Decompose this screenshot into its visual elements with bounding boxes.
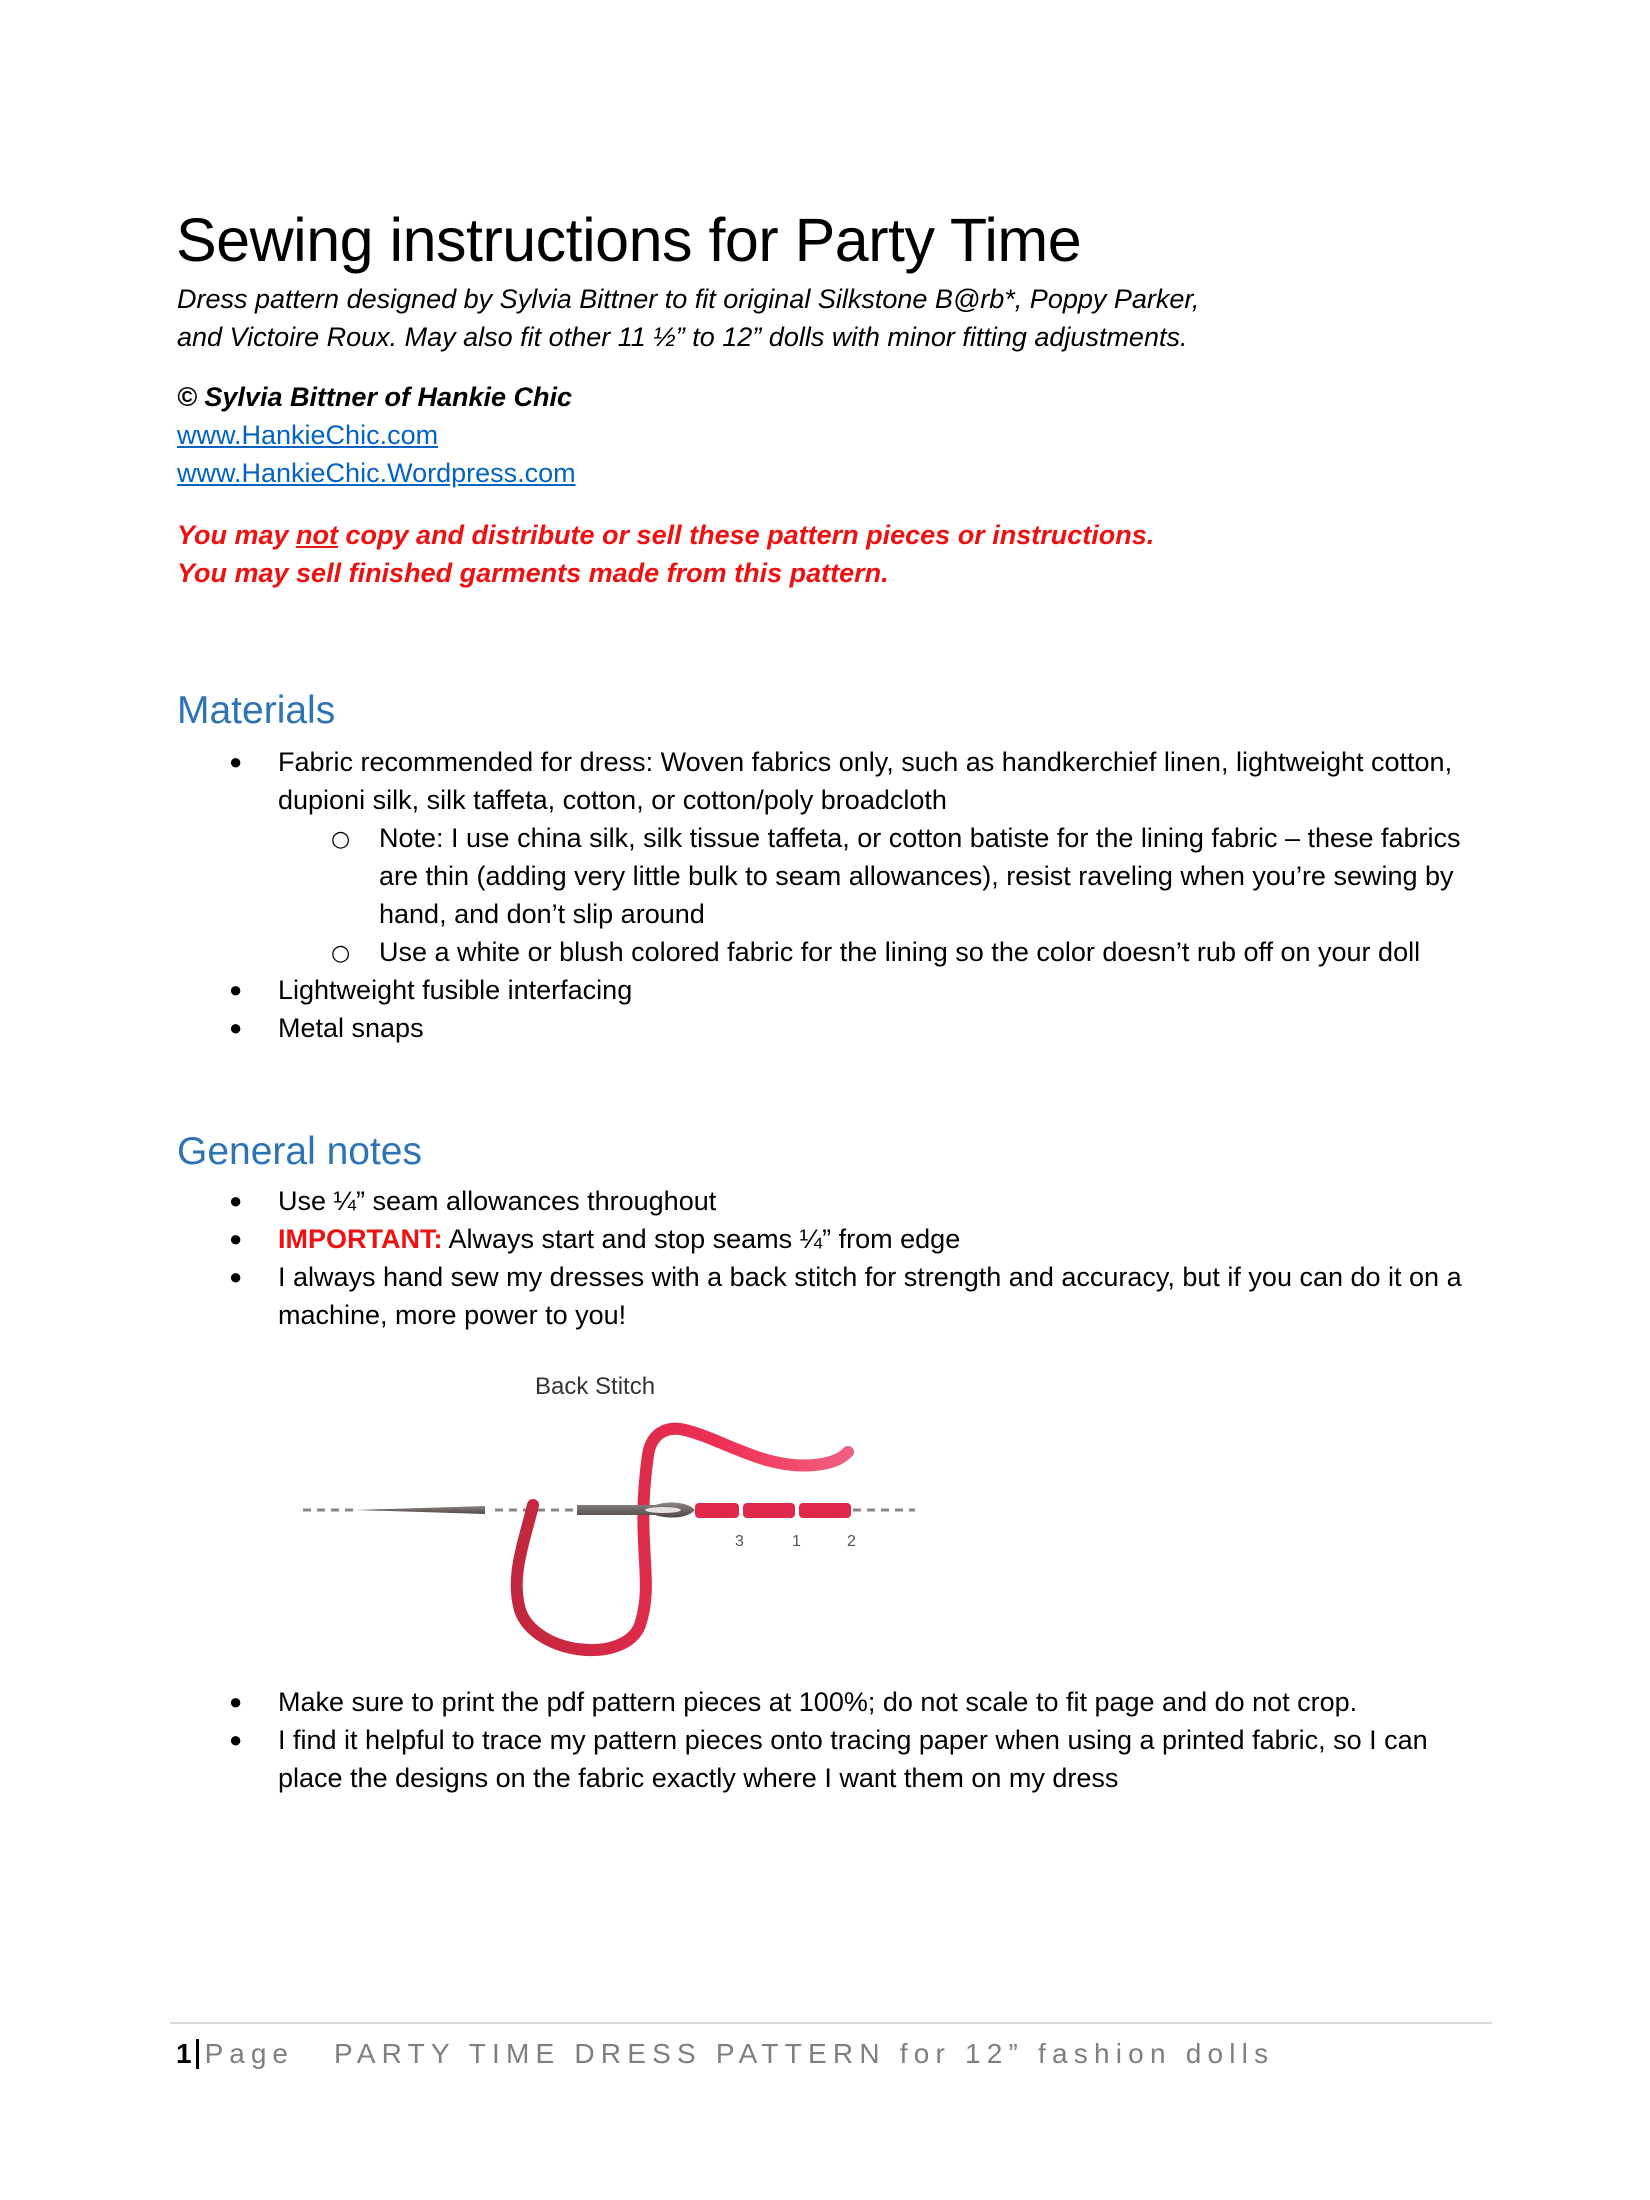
list-item-text: I find it helpful to trace my pattern pieces onto tracing paper when using a printed fabric, so I can place the designs on the fabric exactly where I want them on my dress (278, 1725, 1428, 1793)
figure-title: Back Stitch (535, 1373, 656, 1400)
link-hankiechic[interactable]: www.HankieChic.com (177, 420, 439, 450)
warning-post: copy and distribute or sell these pattern pieces or instructions. (338, 520, 1155, 550)
page-label: Page (204, 2038, 294, 2069)
sublist-item (278, 819, 1477, 933)
list-item (177, 1683, 1477, 1721)
hollow-bullet-icon: ○ (331, 941, 351, 966)
page-title: Sewing instructions for Party Time (176, 206, 1082, 274)
materials-heading: Materials (177, 689, 336, 732)
list-item-text: Metal snaps (278, 1013, 424, 1043)
subtitle-line-2: and Victoire Roux. May also fit other 11 ½” to 12” dolls with minor fitting adjustments. (177, 322, 1188, 352)
stitch-segment (695, 1503, 739, 1518)
stitch-segment (799, 1503, 851, 1518)
page-number: 1 (176, 2038, 192, 2069)
general-notes-heading: General notes (177, 1130, 422, 1173)
page-footer (176, 2034, 1274, 2074)
list-item (177, 971, 1477, 1009)
list-item (177, 1182, 1477, 1220)
needle-tip-icon (355, 1506, 485, 1514)
important-label: IMPORTANT: (278, 1224, 443, 1254)
general-notes-list (177, 1182, 1477, 1334)
needle-eye-icon (645, 1507, 681, 1513)
bullet-icon: ● (229, 1015, 243, 1040)
bullet-icon: ● (229, 977, 243, 1002)
stitch-label-2: 2 (847, 1533, 856, 1550)
subtitle-line-1: Dress pattern designed by Sylvia Bittner to fit original Silkstone B@rb*, Poppy Parker, (177, 284, 1200, 314)
list-item-text: Fabric recommended for dress: Woven fabrics only, such as handkerchief linen, lightweight cotton, dupioni silk, silk taffeta, cotton, or cotton/poly broadcloth (278, 747, 1453, 815)
back-stitch-illustration (295, 1365, 925, 1665)
list-item (177, 1220, 1477, 1258)
general-notes-list-continued (177, 1683, 1477, 1797)
list-item (177, 1258, 1477, 1334)
list-item-text: Use ¼” seam allowances throughout (278, 1186, 717, 1216)
list-item-text: Make sure to print the pdf pattern pieces at 100%; do not scale to fit page and do not crop. (278, 1687, 1358, 1717)
footer-divider (170, 2022, 1492, 2024)
sublist-item-text: Note: I use china silk, silk tissue taffeta, or cotton batiste for the lining fabric – these fabrics are thin (adding very little bulk to seam allowances), resist raveling when you’re sewing by hand, and don’t slip around (379, 823, 1461, 929)
warning-line-1 (177, 516, 1527, 554)
copyright-notice: © Sylvia Bittner of Hankie Chic (177, 382, 572, 412)
warning-pre: You may (177, 520, 297, 550)
bullet-icon: ● (229, 1226, 243, 1251)
sublist-item-text: Use a white or blush colored fabric for the lining so the color doesn’t rub off on your doll (379, 937, 1421, 967)
list-item (177, 743, 1477, 971)
sublist-item (278, 933, 1477, 971)
subtitle (177, 280, 1477, 356)
warning-line-2: You may sell finished garments made from this pattern. (177, 558, 889, 588)
warning-emphasis: not (296, 520, 339, 550)
sublist (278, 819, 1477, 971)
back-stitch-diagram (295, 1365, 925, 1665)
materials-list (177, 743, 1477, 1047)
footer-separator (196, 2039, 199, 2069)
bullet-icon: ● (229, 1188, 243, 1213)
list-item (177, 1721, 1477, 1797)
link-hankiechic-wordpress[interactable]: www.HankieChic.Wordpress.com (177, 458, 576, 488)
bullet-icon: ● (229, 1727, 243, 1752)
list-item-text: Lightweight fusible interfacing (278, 975, 633, 1005)
list-item-text: Always start and stop seams ¼” from edge (442, 1224, 961, 1254)
list-item (177, 1009, 1477, 1047)
bullet-icon: ● (229, 1264, 243, 1289)
stitch-label-3: 3 (735, 1533, 744, 1550)
hollow-bullet-icon: ○ (331, 827, 351, 852)
footer-text: PARTY TIME DRESS PATTERN for 12” fashion dolls (333, 2038, 1275, 2069)
stitch-segment (743, 1503, 795, 1518)
bullet-icon: ● (229, 749, 243, 774)
list-item-text: I always hand sew my dresses with a back stitch for strength and accuracy, but if you can do it on a machine, more power to you! (278, 1262, 1462, 1330)
stitch-label-1: 1 (792, 1533, 801, 1550)
bullet-icon: ● (229, 1689, 243, 1714)
